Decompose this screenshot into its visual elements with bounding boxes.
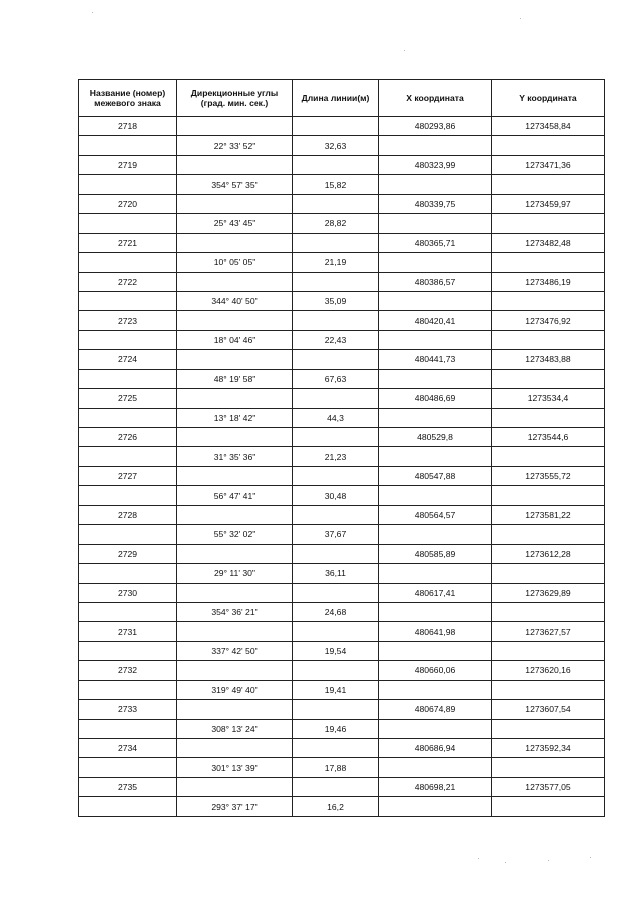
y-coordinate-cell: 1273612,28 bbox=[492, 544, 605, 563]
segment-row bbox=[79, 291, 605, 310]
empty-cell bbox=[492, 525, 605, 544]
empty-cell bbox=[293, 194, 379, 213]
empty-cell bbox=[79, 486, 177, 505]
y-coordinate-cell: 1273486,19 bbox=[492, 272, 605, 291]
empty-cell bbox=[492, 175, 605, 194]
length-cell: 19,46 bbox=[293, 719, 379, 738]
empty-cell bbox=[177, 233, 293, 252]
empty-cell bbox=[379, 758, 492, 777]
boundary-coordinates-table bbox=[78, 79, 605, 817]
length-cell: 67,63 bbox=[293, 369, 379, 388]
y-coordinate-cell: 1273607,54 bbox=[492, 700, 605, 719]
empty-cell bbox=[379, 641, 492, 660]
empty-cell bbox=[492, 719, 605, 738]
segment-row bbox=[79, 408, 605, 427]
empty-cell bbox=[379, 253, 492, 272]
point-name-cell: 2721 bbox=[79, 233, 177, 252]
empty-cell bbox=[79, 525, 177, 544]
empty-cell bbox=[492, 447, 605, 466]
y-coordinate-cell: 1273471,36 bbox=[492, 155, 605, 174]
header-length: Длина линии(м) bbox=[293, 80, 379, 117]
length-cell: 22,43 bbox=[293, 330, 379, 349]
x-coordinate-cell: 480441,73 bbox=[379, 350, 492, 369]
segment-row bbox=[79, 602, 605, 621]
point-name-cell: 2731 bbox=[79, 622, 177, 641]
point-row bbox=[79, 155, 605, 174]
header-y: Y координата bbox=[492, 80, 605, 117]
empty-cell bbox=[79, 719, 177, 738]
point-row bbox=[79, 739, 605, 758]
segment-row bbox=[79, 330, 605, 349]
x-coordinate-cell: 480674,89 bbox=[379, 700, 492, 719]
y-coordinate-cell: 1273483,88 bbox=[492, 350, 605, 369]
point-name-cell: 2725 bbox=[79, 389, 177, 408]
empty-cell bbox=[492, 291, 605, 310]
empty-cell bbox=[379, 291, 492, 310]
angle-cell: 10° 05' 05" bbox=[177, 253, 293, 272]
angle-cell: 29° 11' 30" bbox=[177, 564, 293, 583]
point-name-cell: 2730 bbox=[79, 583, 177, 602]
scan-speck bbox=[404, 50, 405, 51]
point-row bbox=[79, 777, 605, 796]
angle-cell: 308° 13' 24" bbox=[177, 719, 293, 738]
point-name-cell: 2732 bbox=[79, 661, 177, 680]
empty-cell bbox=[79, 797, 177, 816]
segment-row bbox=[79, 486, 605, 505]
empty-cell bbox=[379, 447, 492, 466]
empty-cell bbox=[79, 291, 177, 310]
empty-cell bbox=[379, 175, 492, 194]
empty-cell bbox=[177, 389, 293, 408]
empty-cell bbox=[177, 777, 293, 796]
angle-cell: 293° 37' 17" bbox=[177, 797, 293, 816]
empty-cell bbox=[177, 661, 293, 680]
empty-cell bbox=[293, 117, 379, 136]
point-name-cell: 2735 bbox=[79, 777, 177, 796]
point-row bbox=[79, 233, 605, 252]
empty-cell bbox=[492, 564, 605, 583]
empty-cell bbox=[293, 389, 379, 408]
empty-cell bbox=[79, 602, 177, 621]
point-row bbox=[79, 311, 605, 330]
angle-cell: 56° 47' 41" bbox=[177, 486, 293, 505]
empty-cell bbox=[293, 739, 379, 758]
y-coordinate-cell: 1273482,48 bbox=[492, 233, 605, 252]
empty-cell bbox=[492, 330, 605, 349]
empty-cell bbox=[177, 117, 293, 136]
segment-row bbox=[79, 253, 605, 272]
empty-cell bbox=[293, 272, 379, 291]
x-coordinate-cell: 480686,94 bbox=[379, 739, 492, 758]
scan-speck bbox=[505, 862, 506, 863]
point-name-cell: 2727 bbox=[79, 466, 177, 485]
y-coordinate-cell: 1273555,72 bbox=[492, 466, 605, 485]
x-coordinate-cell: 480617,41 bbox=[379, 583, 492, 602]
empty-cell bbox=[379, 136, 492, 155]
angle-cell: 25° 43' 45" bbox=[177, 214, 293, 233]
length-cell: 19,54 bbox=[293, 641, 379, 660]
empty-cell bbox=[492, 797, 605, 816]
length-cell: 19,41 bbox=[293, 680, 379, 699]
y-coordinate-cell: 1273459,97 bbox=[492, 194, 605, 213]
length-cell: 30,48 bbox=[293, 486, 379, 505]
x-coordinate-cell: 480420,41 bbox=[379, 311, 492, 330]
x-coordinate-cell: 480386,57 bbox=[379, 272, 492, 291]
header-angles: Дирекционные углы (град. мин. сек.) bbox=[177, 80, 293, 117]
empty-cell bbox=[379, 602, 492, 621]
x-coordinate-cell: 480641,98 bbox=[379, 622, 492, 641]
empty-cell bbox=[492, 214, 605, 233]
empty-cell bbox=[492, 602, 605, 621]
length-cell: 44,3 bbox=[293, 408, 379, 427]
point-name-cell: 2724 bbox=[79, 350, 177, 369]
y-coordinate-cell: 1273581,22 bbox=[492, 505, 605, 524]
empty-cell bbox=[293, 505, 379, 524]
point-row bbox=[79, 661, 605, 680]
empty-cell bbox=[379, 797, 492, 816]
angle-cell: 354° 36' 21" bbox=[177, 602, 293, 621]
empty-cell bbox=[177, 544, 293, 563]
angle-cell: 13° 18' 42" bbox=[177, 408, 293, 427]
length-cell: 37,67 bbox=[293, 525, 379, 544]
point-name-cell: 2723 bbox=[79, 311, 177, 330]
empty-cell bbox=[492, 136, 605, 155]
table-body bbox=[79, 117, 605, 817]
empty-cell bbox=[79, 564, 177, 583]
empty-cell bbox=[379, 369, 492, 388]
segment-row bbox=[79, 447, 605, 466]
length-cell: 35,09 bbox=[293, 291, 379, 310]
length-cell: 28,82 bbox=[293, 214, 379, 233]
length-cell: 21,23 bbox=[293, 447, 379, 466]
point-row bbox=[79, 117, 605, 136]
empty-cell bbox=[79, 136, 177, 155]
angle-cell: 48° 19' 58" bbox=[177, 369, 293, 388]
point-row bbox=[79, 622, 605, 641]
empty-cell bbox=[177, 466, 293, 485]
point-row bbox=[79, 583, 605, 602]
y-coordinate-cell: 1273620,16 bbox=[492, 661, 605, 680]
segment-row bbox=[79, 641, 605, 660]
empty-cell bbox=[177, 350, 293, 369]
empty-cell bbox=[79, 369, 177, 388]
angle-cell: 337° 42' 50" bbox=[177, 641, 293, 660]
point-row bbox=[79, 194, 605, 213]
y-coordinate-cell: 1273592,34 bbox=[492, 739, 605, 758]
empty-cell bbox=[293, 583, 379, 602]
scan-speck bbox=[548, 860, 549, 861]
empty-cell bbox=[293, 350, 379, 369]
empty-cell bbox=[492, 680, 605, 699]
empty-cell bbox=[379, 330, 492, 349]
length-cell: 32,63 bbox=[293, 136, 379, 155]
x-coordinate-cell: 480486,69 bbox=[379, 389, 492, 408]
point-name-cell: 2726 bbox=[79, 428, 177, 447]
empty-cell bbox=[492, 408, 605, 427]
empty-cell bbox=[293, 777, 379, 796]
point-row bbox=[79, 700, 605, 719]
empty-cell bbox=[492, 253, 605, 272]
empty-cell bbox=[79, 641, 177, 660]
table-header-row bbox=[79, 80, 605, 117]
point-row bbox=[79, 389, 605, 408]
empty-cell bbox=[79, 175, 177, 194]
empty-cell bbox=[379, 525, 492, 544]
angle-cell: 55° 32' 02" bbox=[177, 525, 293, 544]
point-name-cell: 2733 bbox=[79, 700, 177, 719]
empty-cell bbox=[177, 622, 293, 641]
empty-cell bbox=[379, 408, 492, 427]
point-row bbox=[79, 350, 605, 369]
y-coordinate-cell: 1273534,4 bbox=[492, 389, 605, 408]
header-x: X координата bbox=[379, 80, 492, 117]
x-coordinate-cell: 480564,57 bbox=[379, 505, 492, 524]
empty-cell bbox=[293, 622, 379, 641]
header-name: Название (номер) межевого знака bbox=[79, 80, 177, 117]
empty-cell bbox=[379, 680, 492, 699]
segment-row bbox=[79, 175, 605, 194]
y-coordinate-cell: 1273544,6 bbox=[492, 428, 605, 447]
segment-row bbox=[79, 564, 605, 583]
angle-cell: 344° 40' 50" bbox=[177, 291, 293, 310]
empty-cell bbox=[293, 428, 379, 447]
segment-row bbox=[79, 525, 605, 544]
empty-cell bbox=[492, 758, 605, 777]
x-coordinate-cell: 480323,99 bbox=[379, 155, 492, 174]
empty-cell bbox=[79, 758, 177, 777]
x-coordinate-cell: 480529,8 bbox=[379, 428, 492, 447]
length-cell: 36,11 bbox=[293, 564, 379, 583]
length-cell: 15,82 bbox=[293, 175, 379, 194]
x-coordinate-cell: 480547,88 bbox=[379, 466, 492, 485]
empty-cell bbox=[492, 641, 605, 660]
scan-speck bbox=[478, 858, 479, 859]
point-row bbox=[79, 505, 605, 524]
segment-row bbox=[79, 797, 605, 816]
angle-cell: 319° 49' 40" bbox=[177, 680, 293, 699]
angle-cell: 354° 57' 35" bbox=[177, 175, 293, 194]
empty-cell bbox=[177, 505, 293, 524]
point-name-cell: 2722 bbox=[79, 272, 177, 291]
scan-speck bbox=[590, 857, 591, 858]
x-coordinate-cell: 480585,89 bbox=[379, 544, 492, 563]
length-cell: 24,68 bbox=[293, 602, 379, 621]
empty-cell bbox=[379, 564, 492, 583]
point-name-cell: 2718 bbox=[79, 117, 177, 136]
length-cell: 21,19 bbox=[293, 253, 379, 272]
empty-cell bbox=[293, 155, 379, 174]
empty-cell bbox=[293, 311, 379, 330]
y-coordinate-cell: 1273476,92 bbox=[492, 311, 605, 330]
angle-cell: 18° 04' 46" bbox=[177, 330, 293, 349]
empty-cell bbox=[79, 253, 177, 272]
empty-cell bbox=[379, 214, 492, 233]
empty-cell bbox=[293, 466, 379, 485]
empty-cell bbox=[79, 680, 177, 699]
empty-cell bbox=[177, 583, 293, 602]
scan-speck bbox=[520, 18, 521, 19]
segment-row bbox=[79, 758, 605, 777]
empty-cell bbox=[293, 661, 379, 680]
x-coordinate-cell: 480339,75 bbox=[379, 194, 492, 213]
empty-cell bbox=[79, 214, 177, 233]
empty-cell bbox=[379, 486, 492, 505]
empty-cell bbox=[177, 428, 293, 447]
point-name-cell: 2719 bbox=[79, 155, 177, 174]
empty-cell bbox=[177, 311, 293, 330]
x-coordinate-cell: 480365,71 bbox=[379, 233, 492, 252]
empty-cell bbox=[293, 544, 379, 563]
empty-cell bbox=[293, 700, 379, 719]
segment-row bbox=[79, 136, 605, 155]
angle-cell: 22° 33' 52" bbox=[177, 136, 293, 155]
empty-cell bbox=[293, 233, 379, 252]
segment-row bbox=[79, 719, 605, 738]
point-name-cell: 2729 bbox=[79, 544, 177, 563]
point-row bbox=[79, 428, 605, 447]
scan-speck bbox=[92, 12, 93, 13]
point-row bbox=[79, 466, 605, 485]
angle-cell: 31° 35' 36" bbox=[177, 447, 293, 466]
y-coordinate-cell: 1273629,89 bbox=[492, 583, 605, 602]
empty-cell bbox=[79, 330, 177, 349]
y-coordinate-cell: 1273458,84 bbox=[492, 117, 605, 136]
point-row bbox=[79, 272, 605, 291]
empty-cell bbox=[177, 194, 293, 213]
empty-cell bbox=[177, 700, 293, 719]
empty-cell bbox=[492, 369, 605, 388]
empty-cell bbox=[79, 447, 177, 466]
point-name-cell: 2734 bbox=[79, 739, 177, 758]
empty-cell bbox=[177, 739, 293, 758]
empty-cell bbox=[379, 719, 492, 738]
point-row bbox=[79, 544, 605, 563]
y-coordinate-cell: 1273577,05 bbox=[492, 777, 605, 796]
point-name-cell: 2728 bbox=[79, 505, 177, 524]
segment-row bbox=[79, 680, 605, 699]
empty-cell bbox=[492, 486, 605, 505]
x-coordinate-cell: 480698,21 bbox=[379, 777, 492, 796]
empty-cell bbox=[177, 155, 293, 174]
length-cell: 17,88 bbox=[293, 758, 379, 777]
empty-cell bbox=[177, 272, 293, 291]
point-name-cell: 2720 bbox=[79, 194, 177, 213]
empty-cell bbox=[79, 408, 177, 427]
segment-row bbox=[79, 369, 605, 388]
segment-row bbox=[79, 214, 605, 233]
x-coordinate-cell: 480660,06 bbox=[379, 661, 492, 680]
y-coordinate-cell: 1273627,57 bbox=[492, 622, 605, 641]
angle-cell: 301° 13' 39" bbox=[177, 758, 293, 777]
length-cell: 16,2 bbox=[293, 797, 379, 816]
x-coordinate-cell: 480293,86 bbox=[379, 117, 492, 136]
